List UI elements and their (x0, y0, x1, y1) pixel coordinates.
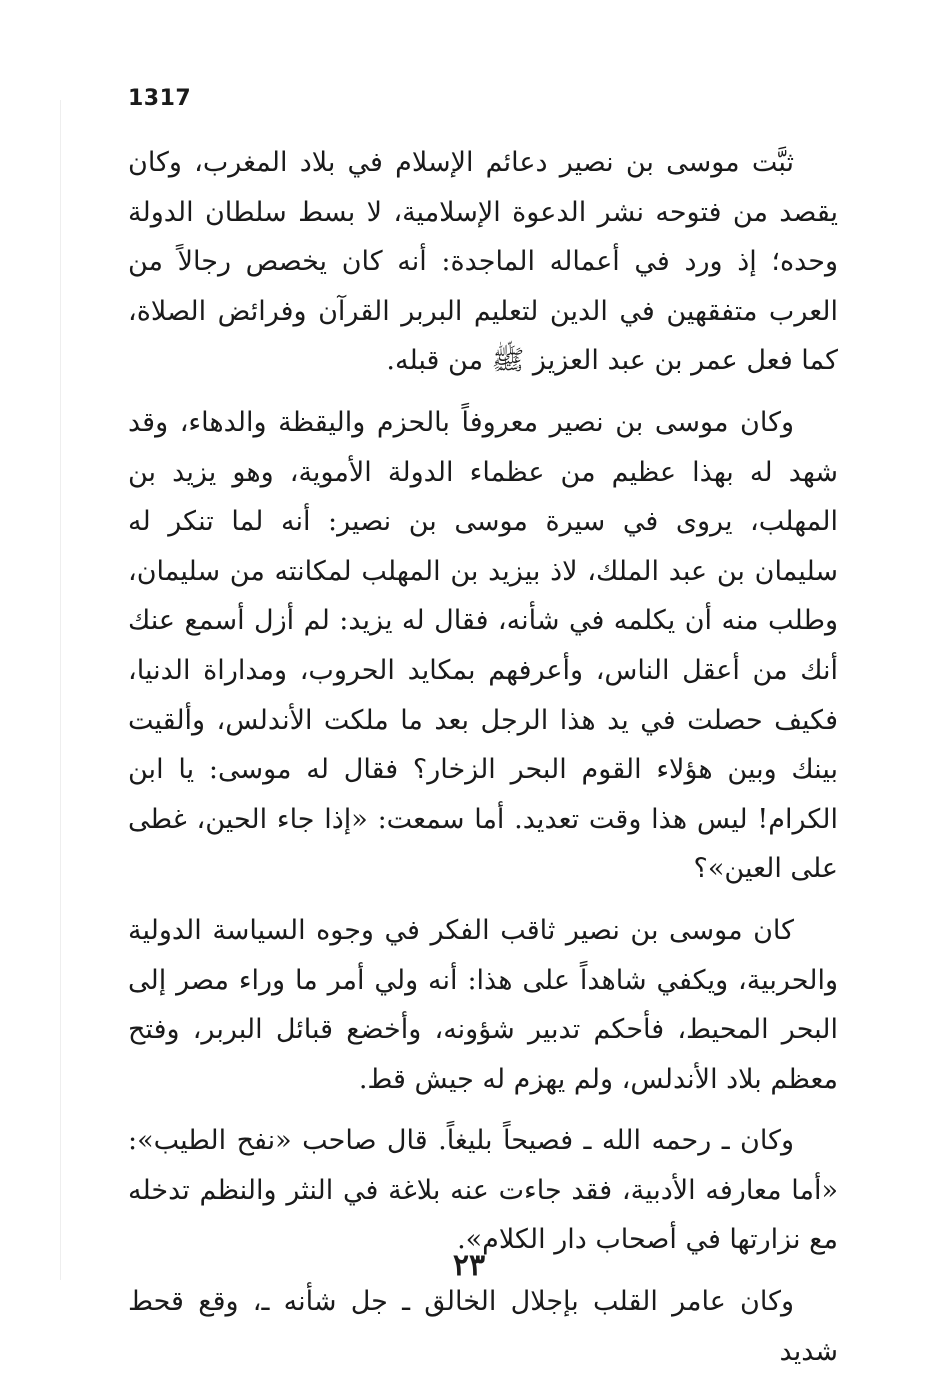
page-id-label: 1317 (128, 86, 192, 111)
body-text (128, 138, 838, 1376)
page-margin-shadow (60, 100, 61, 1280)
paragraph-2: وكان موسى بن نصير معروفاً بالحزم واليقظة والدهاء، وقد شهد له بهذا عظيم من عظماء الدولة الأموية، وهو يزيد بن المهلب، يروى في سيرة موسى بن نصير: أنه لما تنكر له سليمان بن عبد الملك، لاذ بيزيد بن المهلب لمكانته من سليمان، وطلب منه أن يكلمه في شأنه، فقال له يزيد: لم أزل أسمع عنك أنك من أعقل الناس، وأعرفهم بمكايد الحروب، ومداراة الدنيا، فكيف حصلت في يد هذا الرجل بعد ما ملكت الأندلس، وألقيت بينك وبين هؤلاء القوم البحر الزخار؟ فقال له موسى: يا ابن الكرام! ليس هذا وقت تعديد. أما سمعت: «إذا جاء الحين، غطى على العين»؟ (128, 406, 839, 885)
paragraph-3: كان موسى بن نصير ثاقب الفكر في وجوه السياسة الدولية والحربية، ويكفي شاهداً على هذا: أنه ولي أمر ما وراء مصر إلى البحر المحيط، فأحكم تدبير شؤونه، وأخضع قبائل البربر، وفتح معظم بلاد الأندلس، ولم يهزم له جيش قط. (128, 914, 838, 1095)
paragraph-5: وكان عامر القلب بإجلال الخالق ـ جل شأنه ـ، وقع قحط شديد (128, 1286, 838, 1367)
paragraph-4: وكان ـ رحمه الله ـ فصيحاً بليغاً. قال صاحب «نفح الطيب»: «أما معارفه الأدبية، فقد جاءت عنه بلاغة في النثر والنظم تدخله مع نزارتها في أصحاب دار الكلام». (128, 1125, 838, 1256)
paragraph-1: ثبَّت موسى بن نصير دعائم الإسلام في بلاد المغرب، وكان يقصد من فتوحه نشر الدعوة الإسلامية، لا بسط سلطان الدولة وحده؛ إذ ورد في أعماله الماجدة: أنه كان يخصص رجالاً من العرب متفقهين في الدين لتعليم البربر القرآن وفرائض الصلاة، كما فعل عمر بن عبد العزيز ﷺ من قبله. (128, 147, 838, 377)
page-number: ٢٣ (452, 1248, 486, 1283)
